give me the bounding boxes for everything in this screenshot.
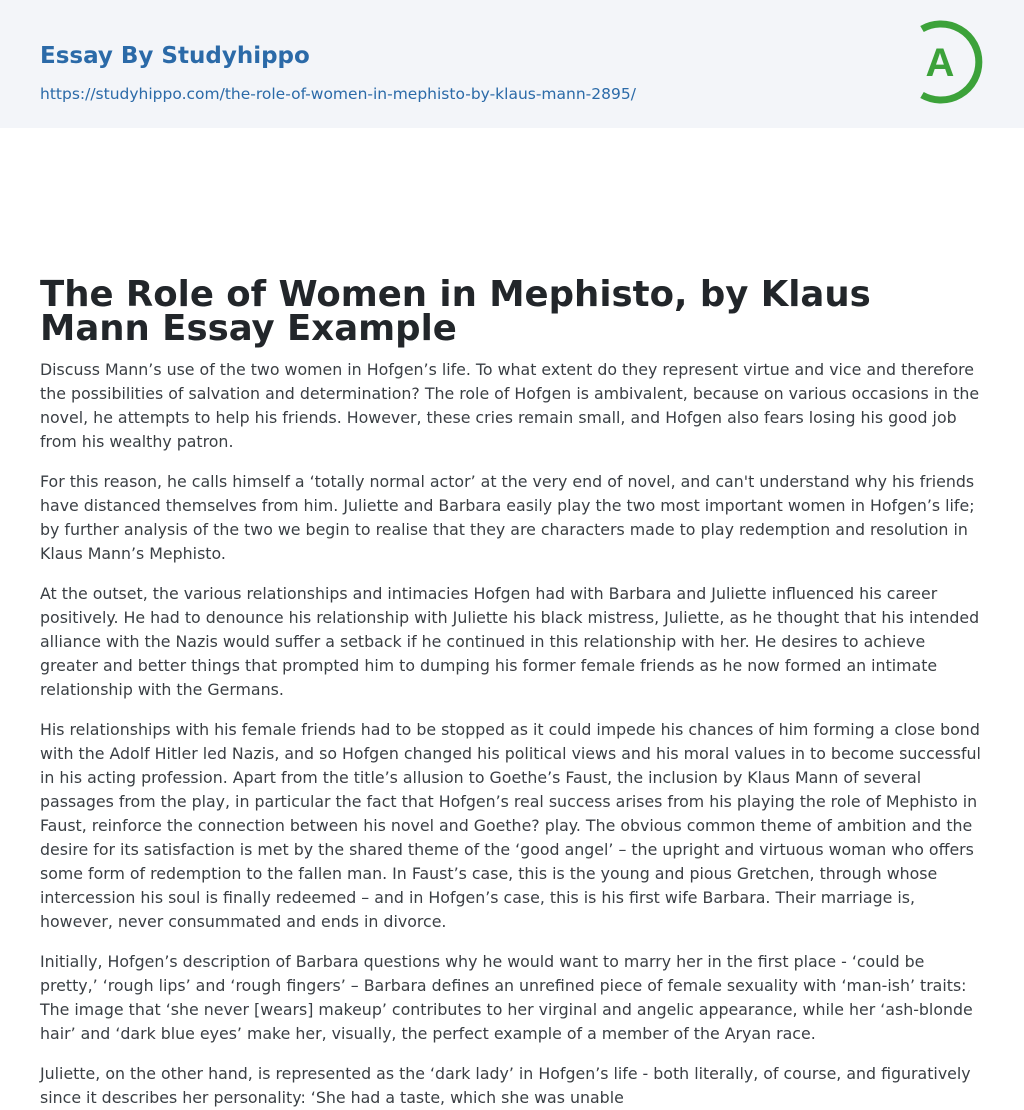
essay-paragraph: At the outset, the various relationships and intimacies Hofgen had with Barbara and Juliette influenced his career positively. He had to denounce his relationship with Juliette his black mistress, Juliette, as he thought that his intended alliance with the Nazis would suffer a setback if he continued in this relationship with her. He desires to achieve greater and better things that prompted him to dumping his former female friends as he now formed an intimate relationship with the Germans.	[40, 584, 980, 699]
essay-article	[0, 128, 1024, 1110]
essay-body	[40, 358, 984, 1110]
logo-letter: A	[925, 41, 955, 85]
essay-paragraph: Initially, Hofgen’s description of Barbara questions why he would want to marry her in the first place - ‘could be pretty,’ ‘rough lips’ and ‘rough fingers’ – Barbara defines an unrefined piece of female sexuality with ‘man-ish’ traits: The image that ‘she never [wears] makeup’ contributes to her virginal and angelic appearance, while her ‘ash-blonde hair’ and ‘dark blue eyes’ make her, visually, the perfect example of a member of the Aryan race.	[40, 952, 973, 1043]
essay-paragraph: His relationships with his female friends had to be stopped as it could impede his chances of him forming a close bond with the Adolf Hitler led Nazis, and so Hofgen changed his political views and his moral values in to become successful in his acting profession. Apart from the title’s allusion to Goethe’s Faust, the inclusion by Klaus Mann of several passages from the play, in particular the fact that Hofgen’s real success arises from his playing the role of Mephisto in Faust, reinforce the connection between his novel and Goethe? play. The obvious common theme of ambition and the desire for its satisfaction is met by the shared theme of the ‘good angel’ – the upright and virtuous woman who offers some form of redemption to the fallen man. In Faust’s case, this is the young and pious Gretchen, through whose intercession his soul is finally redeemed – and in Hofgen’s case, this is his first wife Barbara. Their marriage is, however, never consummated and ends in divorce.	[40, 720, 981, 931]
essay-title: The Role of Women in Mephisto, by Klaus Mann Essay Example	[40, 274, 871, 349]
studyhippo-logo-icon[interactable]	[910, 18, 988, 106]
site-title[interactable]: Essay By Studyhippo	[40, 43, 310, 69]
source-url-link[interactable]: https://studyhippo.com/the-role-of-women-in-mephisto-by-klaus-mann-2895/	[40, 85, 636, 103]
site-header	[0, 0, 1024, 128]
essay-paragraph: Juliette, on the other hand, is represented as the ‘dark lady’ in Hofgen’s life - both literally, of course, and figuratively since it describes her personality: ‘She had a taste, which she was unable	[40, 1064, 971, 1107]
essay-paragraph: For this reason, he calls himself a ‘totally normal actor’ at the very end of novel, and can't understand why his friends have distanced themselves from him. Juliette and Barbara easily play the two most important women in Hofgen’s life; by further analysis of the two we begin to realise that they are characters made to play redemption and resolution in Klaus Mann’s Mephisto.	[40, 472, 975, 563]
essay-paragraph: Discuss Mann’s use of the two women in Hofgen’s life. To what extent do they represent virtue and vice and therefore the possibilities of salvation and determination? The role of Hofgen is ambivalent, because on various occasions in the novel, he attempts to help his friends. However, these cries remain small, and Hofgen also fears losing his good job from his wealthy patron.	[40, 360, 980, 451]
